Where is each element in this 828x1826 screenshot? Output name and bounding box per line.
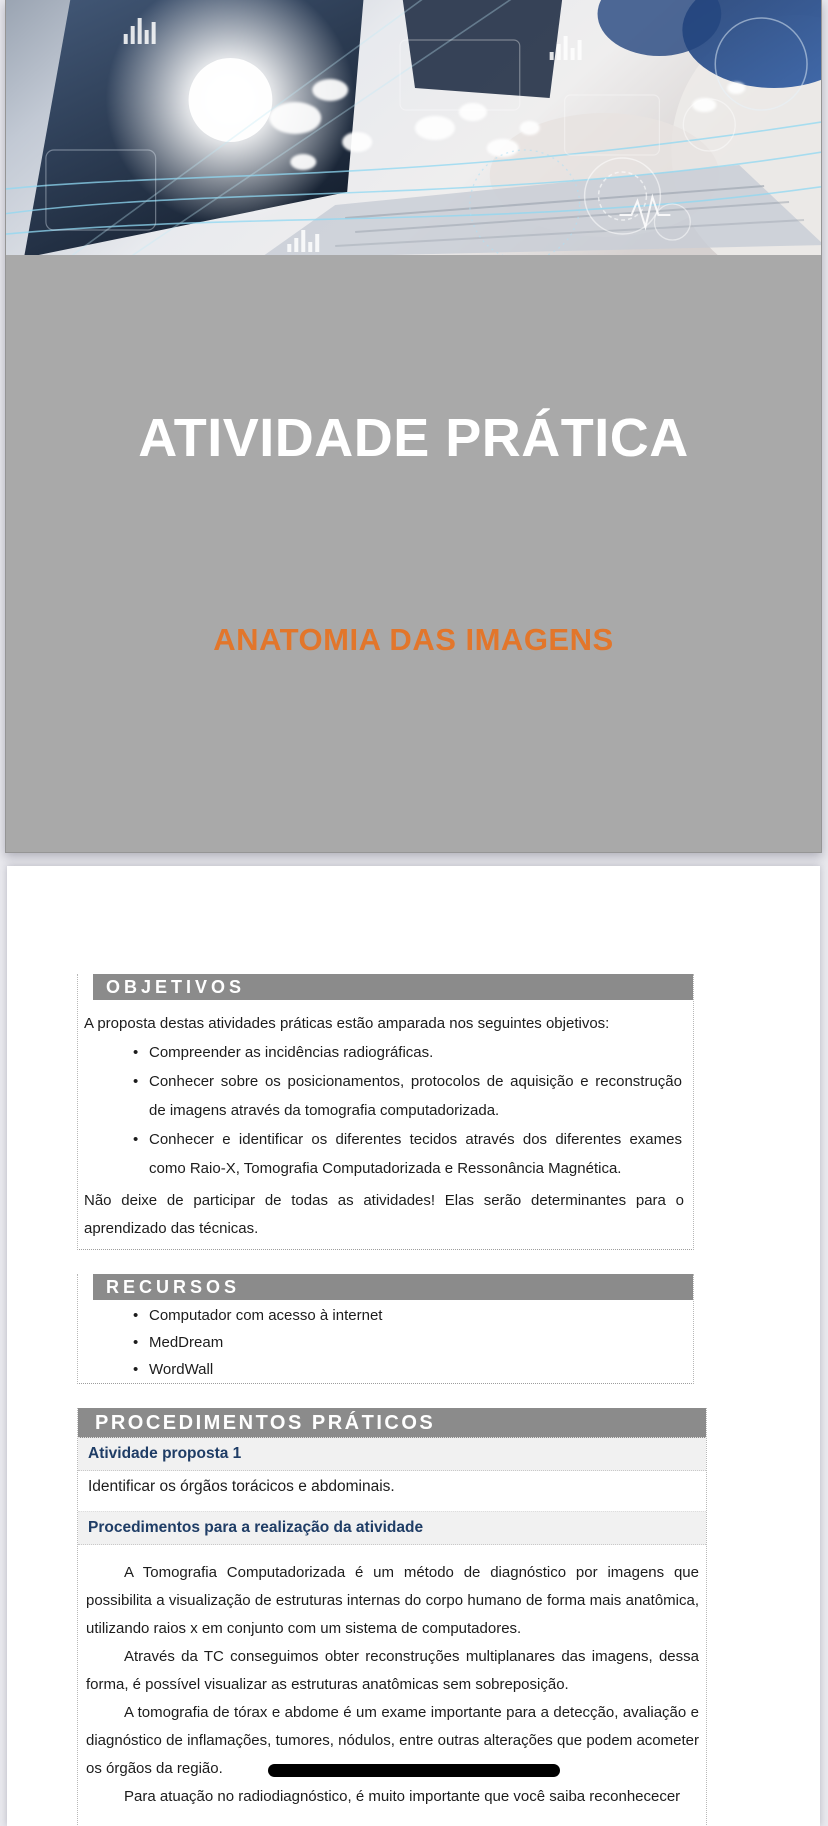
procedimentos-header-label: PROCEDIMENTOS PRÁTICOS xyxy=(95,1412,436,1434)
list-item-text: Compreender as incidências radiográficas. xyxy=(149,1044,434,1061)
light-flare-core xyxy=(189,58,273,142)
activity-title-row: Atividade proposta 1 xyxy=(78,1438,706,1471)
bullet-icon: • xyxy=(133,1073,139,1090)
paragraph: Para atuação no radiodiagnóstico, é muito importante que você saiba reconhececer xyxy=(124,1788,681,1805)
list-item xyxy=(84,1125,684,1183)
home-indicator[interactable] xyxy=(268,1764,560,1777)
list-item xyxy=(84,1356,684,1383)
paragraph: A Tomografia Computadorizada é um método de diagnóstico por imagens que possibilita a visualização de estruturas internas do corpo humano de forma mais anatômica, utilizando raios x em conjunto com um sistema de computadores. xyxy=(86,1564,699,1637)
cover-page xyxy=(5,0,822,853)
list-item-text: MedDream xyxy=(149,1334,224,1351)
cover-subtitle: ANATOMIA DAS IMAGENS xyxy=(213,622,614,657)
bullet-icon: • xyxy=(133,1044,139,1061)
recursos-bullet-list xyxy=(84,1302,684,1383)
list-item xyxy=(84,1302,684,1329)
hero-image xyxy=(6,0,821,255)
list-item-text: Conhecer sobre os posicionamentos, protocolos de aquisição e reconstrução de imagens através da tomografia computadorizada. xyxy=(149,1073,682,1119)
paragraph: A tomografia de tórax e abdome é um exame importante para a detecção, avaliação e diagnóstico de inflamações, tumores, nódulos, entre outras alterações que podem acometer os órgãos da região. xyxy=(86,1704,699,1777)
section-recursos xyxy=(77,1274,694,1384)
section-objetivos xyxy=(77,974,694,1250)
paragraph: Através da TC conseguimos obter reconstruções multiplanares das imagens, dessa forma, é possível visualizar as estruturas anatômicas sem sobreposição. xyxy=(86,1648,699,1693)
hero-photo-illustration xyxy=(6,0,821,255)
recursos-header-label: RECURSOS xyxy=(106,1277,241,1297)
bullet-icon: • xyxy=(133,1361,139,1378)
steps-title-row: Procedimentos para a realização da atividade xyxy=(78,1511,706,1545)
objetivos-bullet-list xyxy=(84,1038,684,1183)
list-item-text: Computador com acesso à internet xyxy=(149,1307,383,1324)
list-item-text: Conhecer e identificar os diferentes tecidos através dos diferentes exames como Raio-X, Tomografia Computadorizada e Ressonância Magnética. xyxy=(149,1131,682,1177)
objetivos-header-bar xyxy=(93,974,693,1000)
bullet-icon: • xyxy=(133,1334,139,1351)
procedimentos-header-bar xyxy=(78,1408,706,1438)
objetivos-header-label: OBJETIVOS xyxy=(106,977,246,997)
procedimentos-text xyxy=(78,1545,706,1826)
list-item-text: WordWall xyxy=(149,1361,214,1378)
bullet-icon: • xyxy=(133,1131,139,1148)
objetivos-closing-note: Não deixe de participar de todas as atividades! Elas serão determinantes para o aprendizado das técnicas. xyxy=(84,1192,684,1237)
list-item xyxy=(84,1038,684,1067)
activity-description-row: Identificar os órgãos torácicos e abdominais. xyxy=(78,1471,706,1507)
objetivos-intro: A proposta destas atividades práticas estão amparada nos seguintes objetivos: xyxy=(84,1015,610,1032)
cover-title: ATIVIDADE PRÁTICA xyxy=(138,408,689,468)
list-item xyxy=(84,1329,684,1356)
document-page xyxy=(7,866,820,1826)
recursos-header-bar xyxy=(93,1274,693,1300)
bullet-icon: • xyxy=(133,1307,139,1324)
list-item xyxy=(84,1067,684,1125)
